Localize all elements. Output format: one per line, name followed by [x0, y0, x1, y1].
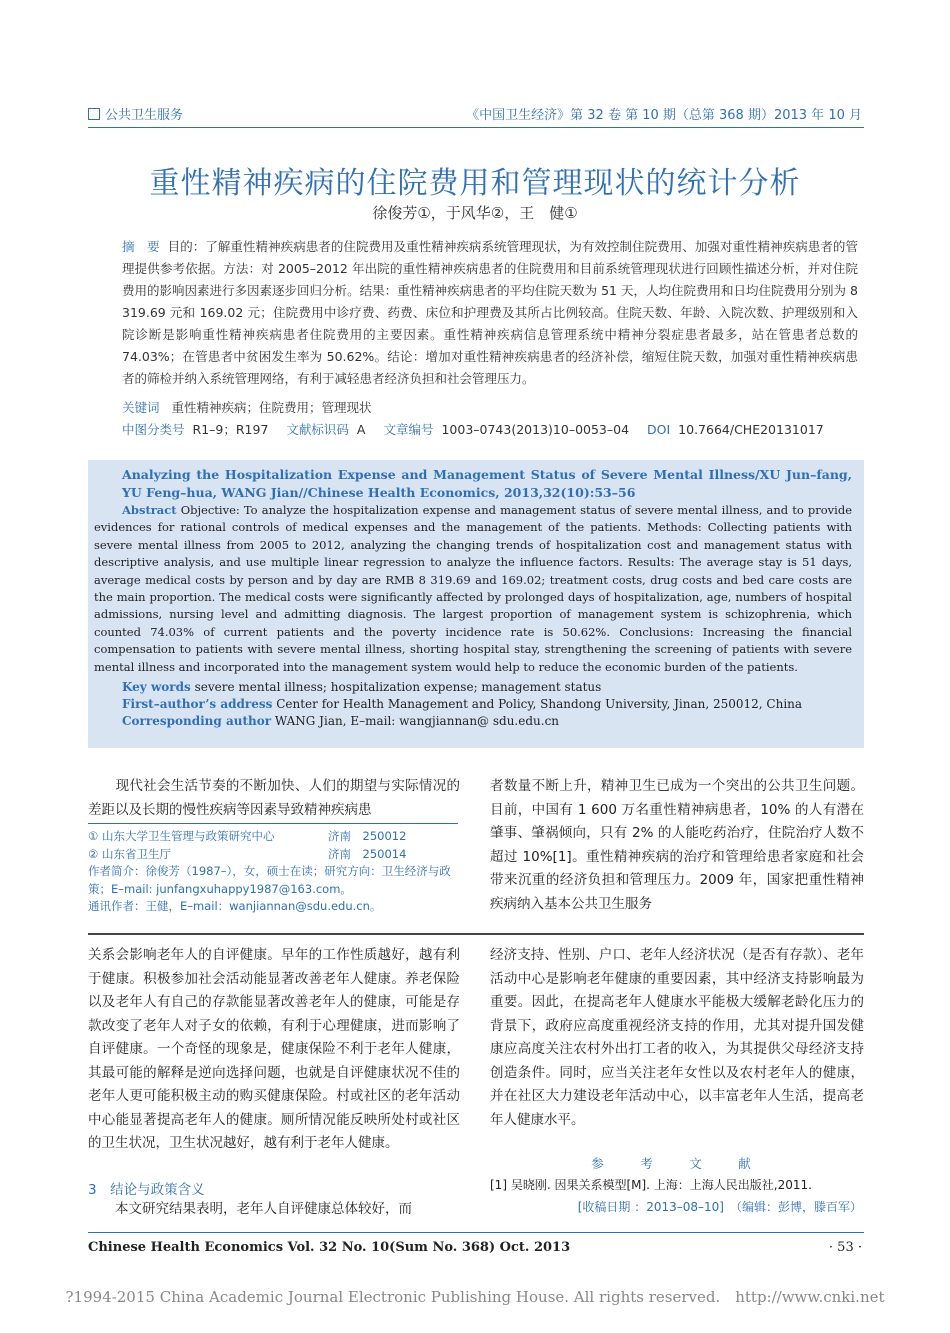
footer-journal: Chinese Health Economics Vol. 32 No. 10(Sum No. 368) Oct. 2013	[88, 1240, 571, 1255]
section-divider	[88, 933, 864, 935]
en-title: Analyzing the Hospitalization Expense and Management Status of Severe Mental Illness/XU Jun–fang, YU Feng–hua, WANG Jian//Chinese Health Economics, 2013,32(10):53–56	[122, 467, 852, 500]
cn-keywords-text: 重性精神疾病；住院费用；管理现状	[171, 400, 372, 415]
header-divider	[88, 127, 864, 128]
en-address: First–author’s address Center for Health Management and Policy, Shandong University, Jinan, 250012, China	[122, 697, 803, 711]
body-lower-left-tail: 本文研究结果表明，老年人自评健康总体较好，而	[88, 1201, 412, 1217]
en-abstract-text: Objective: To analyze the hospitalization expense and management status of severe mental illness, and to provide evidences for rational controls of medical expenses and the management of the patients. Methods: Collecting patients with severe mental illness from 2005 to 2012, analyzing the changing trends of hospitalization cost and management status with descriptive analysis, and use multiple linear regression to analyze the influence factors. Results: The average stay is 51 days, average medical costs by person and by day are RMB 8 319.69 and 169.02; treatment costs, drug costs and bed care costs are the main proportion. The medical costs were significantly affected by prolonged days of hospitalization, age, numbers of hospital admissions, nursing level and admitting diagnosis. The largest proportion of management system is schizophrenia, which counted 74.03% of current patients and the poverty incidence rate is 50.62%. Conclusions: Increasing the financial compensation to patients with severe mental illness, shorting hospital stay, strengthening the screening of patients with severe mental illness and incorporated into the management system would help to reduce the economic burden of the patients.	[94, 503, 853, 674]
body-upper-right: 者数量不断上升，精神卫生已成为一个突出的公共卫生问题。目前，中国有 1 600 万名重性精神病患者，10% 的人有潜在肇事、肇祸倾向，只有 2% 的人能吃药治疗，住院治疗人数不超过 10%[1]。重性精神疾病的治疗和管理给患者家庭和社会带来沉重的经济负担和管理压力。2009 年，国家把重性精神疾病纳入基本公共卫生服务	[490, 778, 864, 912]
square-icon	[88, 108, 100, 120]
cn-keywords-label: 关键词	[122, 400, 160, 415]
footnote-affil-1: ① 山东大学卫生管理与政策研究中心 济南 250012	[88, 829, 407, 843]
reference-item: [1] 吴晓刚. 因果关系模型[M]. 上海：上海人民出版社,2011.	[490, 1178, 812, 1192]
copyright-notice: ?1994-2015 China Academic Journal Electronic Publishing House. All rights reserved. http://www.cnki.net	[65, 1288, 885, 1306]
en-corresponding: Corresponding author WANG Jian, E–mail: wangjiannan@ sdu.edu.cn	[122, 714, 560, 728]
page-number: · 53 ·	[828, 1240, 862, 1255]
body-lower-left: 关系会影响老年人的自评健康。早年的工作性质越好，越有利于健康。积极参加社会活动能显著改善老年人健康。养老保险以及老年人有自己的存款能显著改善老年人的健康，可能是存款改变了老年人对子女的依赖，有利于心理健康，进而影响了自评健康。一个奇怪的现象是，健康保险不利于老年人健康，其最可能的解释是逆向选择问题，也就是自评健康状况不佳的老年人更可能积极主动的购买健康保险。村或社区的老年活动中心能显著提高老年人的健康。厕所情况能反映所处村或社区的卫生状况，卫生状况越好，越有利于老年人健康。	[88, 947, 460, 1151]
footnotes	[88, 828, 458, 916]
cn-abstract-label: 摘 要	[122, 239, 160, 254]
en-keywords: Key words severe mental illness; hospitalization expense; management status	[122, 680, 602, 694]
footnote-affil-2: ② 山东省卫生厅 济南 250014	[88, 846, 407, 861]
cn-classification: 中图分类号 R1–9；R197 文献标识码 A 文章编号 1003–0743(2013)10–0053–04 DOI 10.7664/CHE20131017	[122, 422, 824, 437]
cn-abstract-text: 目的：了解重性精神疾病患者的住院费用及重性精神疾病系统管理现状，为有效控制住院费用、加强对重性精神疾病患者的管理提供参考依据。方法：对 2005–2012 年出院的重性精神疾病患者的住院费用和目前系统管理现状进行回顾性描述分析，并对住院费用的影响因素进行多因素逐步回归分析。结果：重性精神疾病患者的平均住院天数为 51 天，人均住院费用和日均住院费用分别为 8 319.69 元和 169.02 元；住院费用中诊疗费、药费、床位和护理费及其所占比例较高。住院天数、年龄、入院次数、护理级别和入院诊断是影响重性精神疾病患者住院费用的主要因素。重性精神疾病信息管理系统中精神分裂症患者最多，站在管患者总数的 74.03%；在管患者中贫困发生率为 50.62%。结论：增加对重性精神疾病患者的经济补偿，缩短住院天数，加强对重性精神疾病患者的筛检并纳入系统管理网络，有利于减轻患者经济负担和社会管理压力。	[122, 239, 858, 386]
footnote-author-bio: 作者简介：徐俊芳（1987–），女，硕士在读；研究方向：卫生经济与政策；E–mail: junfangxuhappy1987@163.com。	[88, 864, 451, 896]
received-date: [收稿日期 ：2013–08–10] （编辑：彭博，滕百军）	[577, 1200, 862, 1214]
footer-divider	[88, 1232, 864, 1233]
footnote-corresponding: 通讯作者：王健，E–mail：wanjiannan@sdu.edu.cn。	[88, 899, 382, 913]
en-abstract-label: Abstract	[122, 503, 177, 517]
body-upper-left: 现代社会生活节奏的不断加快、人们的期望与实际情况的差距以及长期的慢性疾病等因素导致精神疾病患	[88, 778, 460, 818]
en-abstract	[94, 502, 852, 676]
references-heading: 参 考 文 献	[591, 1156, 763, 1171]
cn-abstract	[122, 236, 858, 390]
body-lower-right: 经济支持、性别、户口、老年人经济状况（是否有存款）、老年活动中心是影响老年健康的重要因素，其中经济支持影响最为重要。因此，在提高老年人健康水平能极大缓解老龄化压力的背景下，政府应高度重视经济支持的作用，尤其对提升国发健康应高度关注农村外出打工者的收入，为其提供父母经济支持创造条件。同时，应当关注老年女性以及农村老年人的健康，并在社区大力建设老年活动中心，以丰富老年人生活，提高老年人健康水平。	[490, 947, 864, 1128]
article-title: 重性精神疾病的住院费用和管理现状的统计分析	[149, 166, 801, 201]
header-journal: 《中国卫生经济》第 32 卷 第 10 期（总第 368 期）2013 年 10 月	[466, 108, 862, 123]
article-authors: 徐俊芳①，于风华②，王 健①	[372, 204, 578, 222]
footnote-divider	[88, 823, 458, 824]
header-section: 公共卫生服务	[88, 104, 183, 123]
cn-keywords	[122, 398, 372, 416]
section-heading: 3 结论与政策含义	[88, 1182, 205, 1198]
